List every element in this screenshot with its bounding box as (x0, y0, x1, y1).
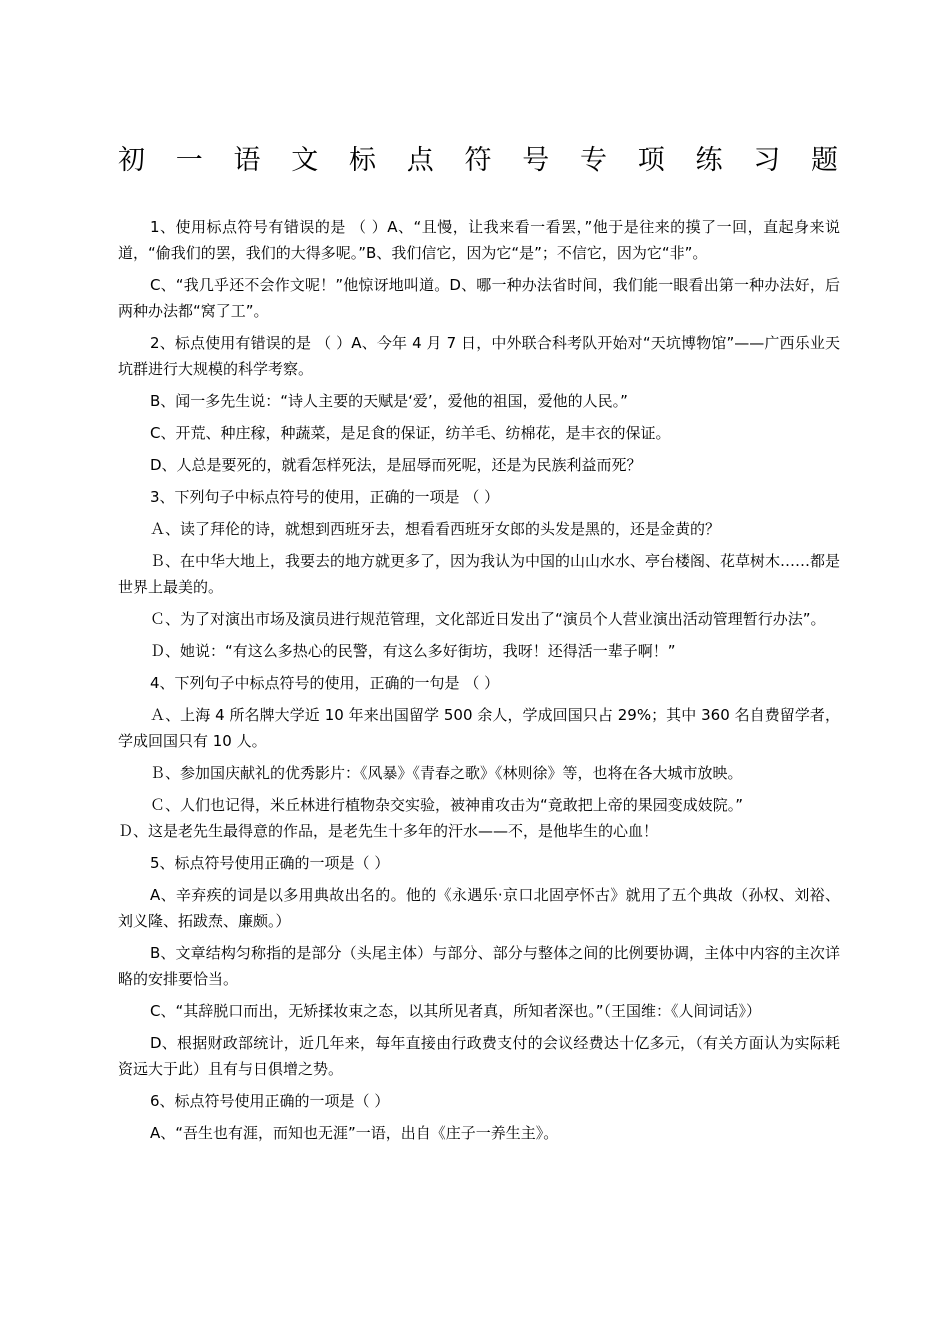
question-5-option-d: D、根据财政部统计，近几年来，每年直接由行政费支付的会议经费达十亿多元，（有关方面认为实际耗资远大于此）且有与日俱增之势。 (118, 1034, 840, 1078)
question-4-option-d: Ｄ、这是老先生最得意的作品，是老先生十多年的汗水——不，是他毕生的心血！ (118, 822, 659, 840)
question-4-option-b: Ｂ、参加国庆献礼的优秀影片：《风暴》《青春之歌》《林则徐》等，也将在各大城市放映。 (150, 764, 743, 782)
title-char: 点 (406, 145, 434, 176)
question-3-option-b: Ｂ、在中华大地上，我要去的地方就更多了，因为我认为中国的山山水水、亭台楼阁、花草树木……都是世界上最美的。 (118, 552, 841, 596)
question-1: 1、使用标点符号有错误的是 （ ）A、“且慢，让我来看一看罢，”他于是往来的摸了一回，直起身来说道，“偷我们的罢，我们的大得多呢。”B、我们信它，因为它“是”；不信它，因为它“非”。 (118, 218, 840, 262)
question-2-option-c: C、开荒、种庄稼，种蔬菜，是足食的保证，纺羊毛、纺棉花，是丰衣的保证。 (150, 424, 671, 442)
title-char: 标 (349, 145, 376, 176)
title-char: 题 (811, 145, 838, 176)
title-char: 符 (464, 145, 492, 176)
title-char: 一 (175, 145, 203, 176)
question-6-option-a: A、“吾生也有涯，而知也无涯”一语，出自《庄子一养生主》。 (150, 1124, 559, 1142)
question-5: 5、标点符号使用正确的一项是（ ） (150, 854, 390, 872)
question-2: 2、标点使用有错误的是 （ ）A、今年 4 月 7 日，中外联合科考队开始对“天坑博物馆”——广西乐业天坑群进行大规模的科学考察。 (118, 334, 840, 378)
question-1-options-cd: C、“我几乎还不会作文呢！”他惊讶地叫道。D、哪一种办法省时间，我们能一眼看出第一种办法好，后两种办法都“窝了工”。 (118, 276, 840, 320)
question-6: 6、标点符号使用正确的一项是（ ） (150, 1092, 390, 1110)
title-char: 语 (233, 145, 261, 176)
question-5-option-a: A、辛弃疾的词是以多用典故出名的。他的《永遇乐·京口北固亭怀古》就用了五个典故（孙权、刘裕、刘义隆、拓跋焘、廉颇。） (118, 886, 840, 930)
page-title (118, 141, 838, 181)
title-char: 习 (753, 145, 781, 176)
question-2-option-b: B、闻一多先生说：“诗人主要的天赋是‘爱’，爱他的祖国，爱他的人民。” (150, 392, 628, 410)
question-5-option-c: C、“其辞脱口而出，无矫揉妆束之态，以其所见者真，所知者深也。”（王国维：《人间词话》） (150, 1002, 762, 1020)
title-char: 项 (637, 145, 665, 176)
title-char: 练 (695, 145, 723, 176)
question-4-option-c: Ｃ、人们也记得，米丘林进行植物杂交实验，被神甫攻击为“竟敢把上帝的果园变成妓院。” (150, 796, 744, 814)
question-4-option-a: Ａ、上海 4 所名牌大学近 10 年来出国留学 500 余人，学成回国只占 29%；其中 360 名自费留学者，学成回国只有 10 人。 (118, 706, 840, 750)
document-body (118, 214, 840, 1152)
title-char: 初 (118, 145, 145, 176)
question-4: 4、下列句子中标点符号的使用，正确的一句是 （ ） (150, 674, 500, 692)
question-5-option-b: B、文章结构匀称指的是部分（头尾主体）与部分、部分与整体之间的比例要协调，主体中内容的主次详略的安排要恰当。 (118, 944, 840, 988)
question-3-option-a: Ａ、读了拜伦的诗，就想到西班牙去，想看看西班牙女郎的头发是黑的，还是金黄的？ (150, 520, 721, 538)
question-2-option-d: D、人总是要死的，就看怎样死法，是屈辱而死呢，还是为民族利益而死？ (150, 456, 642, 474)
question-3-option-c: Ｃ、为了对演出市场及演员进行规范管理，文化部近日发出了“演员个人营业演出活动管理暂行办法”。 (150, 610, 826, 628)
question-3-option-d: Ｄ、她说：“有这么多热心的民警，有这么多好街坊，我呀！还得活一辈子啊！” (150, 642, 676, 660)
title-char: 专 (580, 145, 607, 176)
title-char: 号 (522, 145, 550, 176)
question-3: 3、下列句子中标点符号的使用，正确的一项是 （ ） (150, 488, 500, 506)
title-char: 文 (291, 145, 319, 176)
